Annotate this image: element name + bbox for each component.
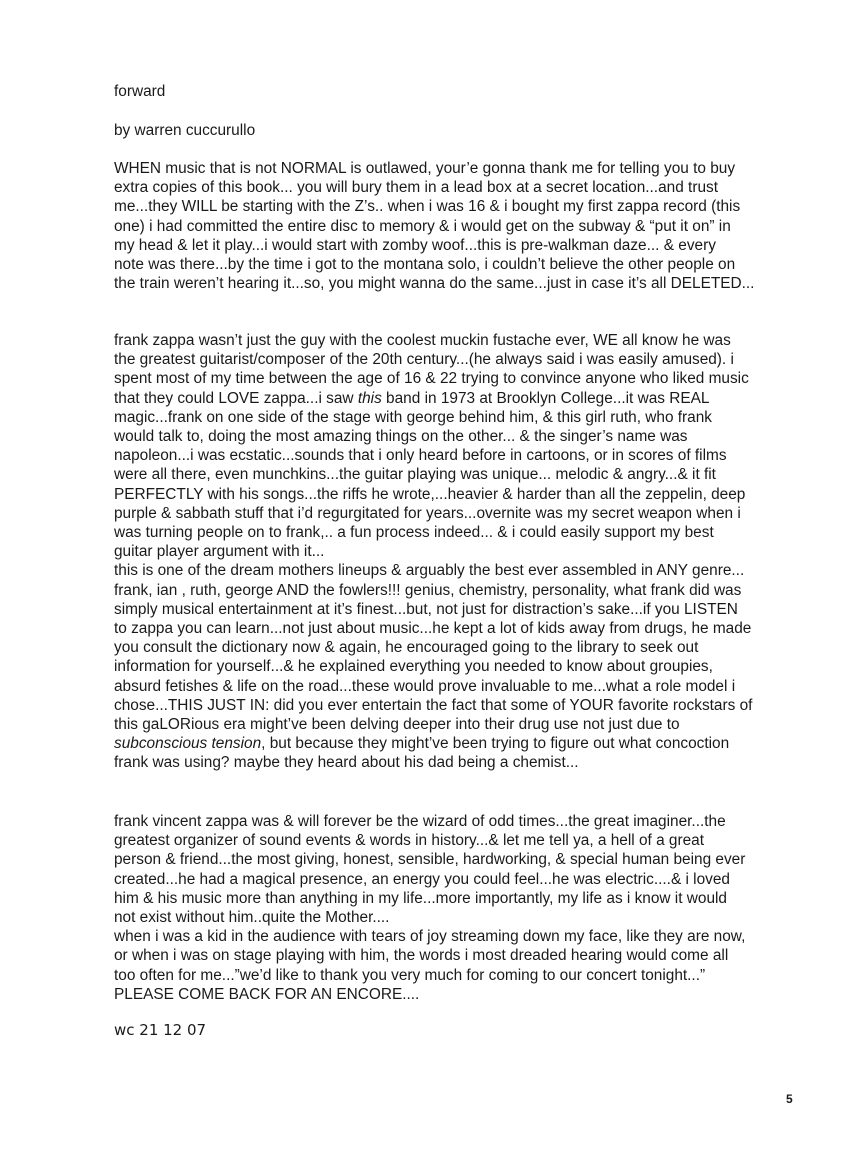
paragraph-line: frank was using? maybe they heard about his dad being a chemist... bbox=[114, 754, 579, 772]
paragraph-line: frank vincent zappa was & will forever be the wizard of odd times...the great imaginer...the bbox=[114, 813, 726, 830]
paragraph-line: too often for me...”we’d like to thank you very much for coming to our concert tonight...” bbox=[114, 966, 706, 984]
paragraph-line: were all there, even munchkins...the guitar playing was unique... melodic & angry...& it fit bbox=[114, 466, 716, 484]
paragraph-line: note was there...by the time i got to the montana solo, i couldn’t believe the other people on bbox=[114, 256, 736, 274]
paragraph-line: PERFECTLY with his songs...the riffs he wrote,...heavier & harder than all the zeppelin, deep bbox=[114, 485, 746, 503]
paragraph-line: my head & let it play...i would start with zomby woof...this is pre-walkman daze... & every bbox=[114, 236, 716, 254]
paragraph-line: WHEN music that is not NORMAL is outlawed, your’e gonna thank me for telling you to buy bbox=[114, 160, 736, 177]
paragraph-line: or when i was on stage playing with him, the words i most dreaded hearing would come all bbox=[114, 947, 729, 965]
paragraph-line: chose...THIS JUST IN: did you ever entertain the fact that some of YOUR favorite rockstars of bbox=[114, 696, 753, 714]
paragraph-3 bbox=[114, 812, 794, 1004]
paragraph-line: the train weren’t hearing it...so, you might wanna do the same...just in case it’s all DELETED... bbox=[114, 275, 755, 293]
section-heading: forward bbox=[114, 83, 166, 100]
paragraph-line: simply musical entertainment at it’s finest...but, not just for distraction’s sake...if you LISTEN bbox=[114, 600, 738, 618]
paragraph-line: would talk to, doing the most amazing things on the other... & the singer’s name was bbox=[114, 428, 688, 446]
author-byline: by warren cuccurullo bbox=[114, 122, 256, 139]
paragraph-line: PLEASE COME BACK FOR AN ENCORE.... bbox=[114, 985, 420, 1003]
paragraph-line bbox=[114, 734, 794, 753]
signoff-date: wc 21 12 07 bbox=[114, 1021, 207, 1039]
paragraph-line: napoleon...i was ecstatic...sounds that i only heard before in cartoons, or in scores of films bbox=[114, 447, 727, 465]
paragraph-line: one) i had committed the entire disc to memory & i would get on the subway & “put it on” in bbox=[114, 217, 731, 235]
paragraph-line: me...they WILL be starting with the Z’s.. when i was 16 & i bought my first zappa record (this bbox=[114, 198, 741, 216]
paragraph-line: person & friend...the most giving, honest, sensible, hardworking, & special human being ever bbox=[114, 851, 746, 869]
paragraph-line: greatest organizer of sound events & words in history...& let me tell ya, a hell of a great bbox=[114, 832, 704, 850]
paragraph-line: magic...frank on one side of the stage with george behind him, & this girl ruth, who frank bbox=[114, 408, 712, 426]
italic-text: this bbox=[357, 389, 382, 407]
paragraph-1 bbox=[114, 159, 794, 293]
text-run: , but because they might’ve been trying to figure out what concoction bbox=[261, 735, 730, 753]
paragraph-line: purple & sabbath stuff that i’d regurgitated for years...overnite was my secret weapon when i bbox=[114, 504, 741, 522]
paragraph-2 bbox=[114, 331, 794, 773]
paragraph-line: extra copies of this book... you will bury them in a lead box at a secret location...and trust bbox=[114, 179, 718, 197]
paragraph-line: this gaLORious era might’ve been delving deeper into their drug use not just due to bbox=[114, 716, 680, 734]
text-run: that they could LOVE zappa...i saw bbox=[114, 389, 358, 407]
paragraph-line: to zappa you can learn...not just about music...he kept a lot of kids away from drugs, he made bbox=[114, 620, 752, 638]
paragraph-line: you consult the dictionary now & again, he encouraged going to the library to seek out bbox=[114, 639, 699, 657]
paragraph-line: when i was a kid in the audience with tears of joy streaming down my face, like they are now, bbox=[114, 928, 746, 946]
text-run: band in 1973 at Brooklyn College...it was REAL bbox=[381, 389, 710, 407]
paragraph-line: this is one of the dream mothers lineups & arguably the best ever assembled in ANY genre... bbox=[114, 562, 745, 580]
paragraph-line: information for yourself...& he explained everything you needed to know about groupies, bbox=[114, 658, 713, 676]
paragraph-line bbox=[114, 389, 794, 408]
paragraph-line: him & his music more than anything in my life...more importantly, my life as i know it would bbox=[114, 889, 727, 907]
page-number: 5 bbox=[786, 1092, 793, 1106]
paragraph-line: the greatest guitarist/composer of the 20th century...(he always said i was easily amused). i bbox=[114, 351, 734, 369]
paragraph-line: frank, ian , ruth, george AND the fowlers!!! genius, chemistry, personality, what frank did was bbox=[114, 581, 742, 599]
paragraph-line: spent most of my time between the age of 16 & 22 trying to convince anyone who liked music bbox=[114, 370, 749, 388]
paragraph-line: guitar player argument with it... bbox=[114, 543, 325, 561]
paragraph-line: absurd fetishes & life on the road...these would prove invaluable to me...what a role model i bbox=[114, 677, 736, 695]
italic-text: subconscious tension bbox=[114, 735, 262, 753]
paragraph-line: not exist without him..quite the Mother.... bbox=[114, 909, 390, 927]
paragraph-line: was turning people on to frank,.. a fun process indeed... & i could easily support my best bbox=[114, 524, 714, 542]
paragraph-line: frank zappa wasn’t just the guy with the coolest muckin fustache ever, WE all know he was bbox=[114, 332, 731, 349]
paragraph-line: created...he had a magical presence, an energy you could feel...he was electric....& i loved bbox=[114, 870, 730, 888]
